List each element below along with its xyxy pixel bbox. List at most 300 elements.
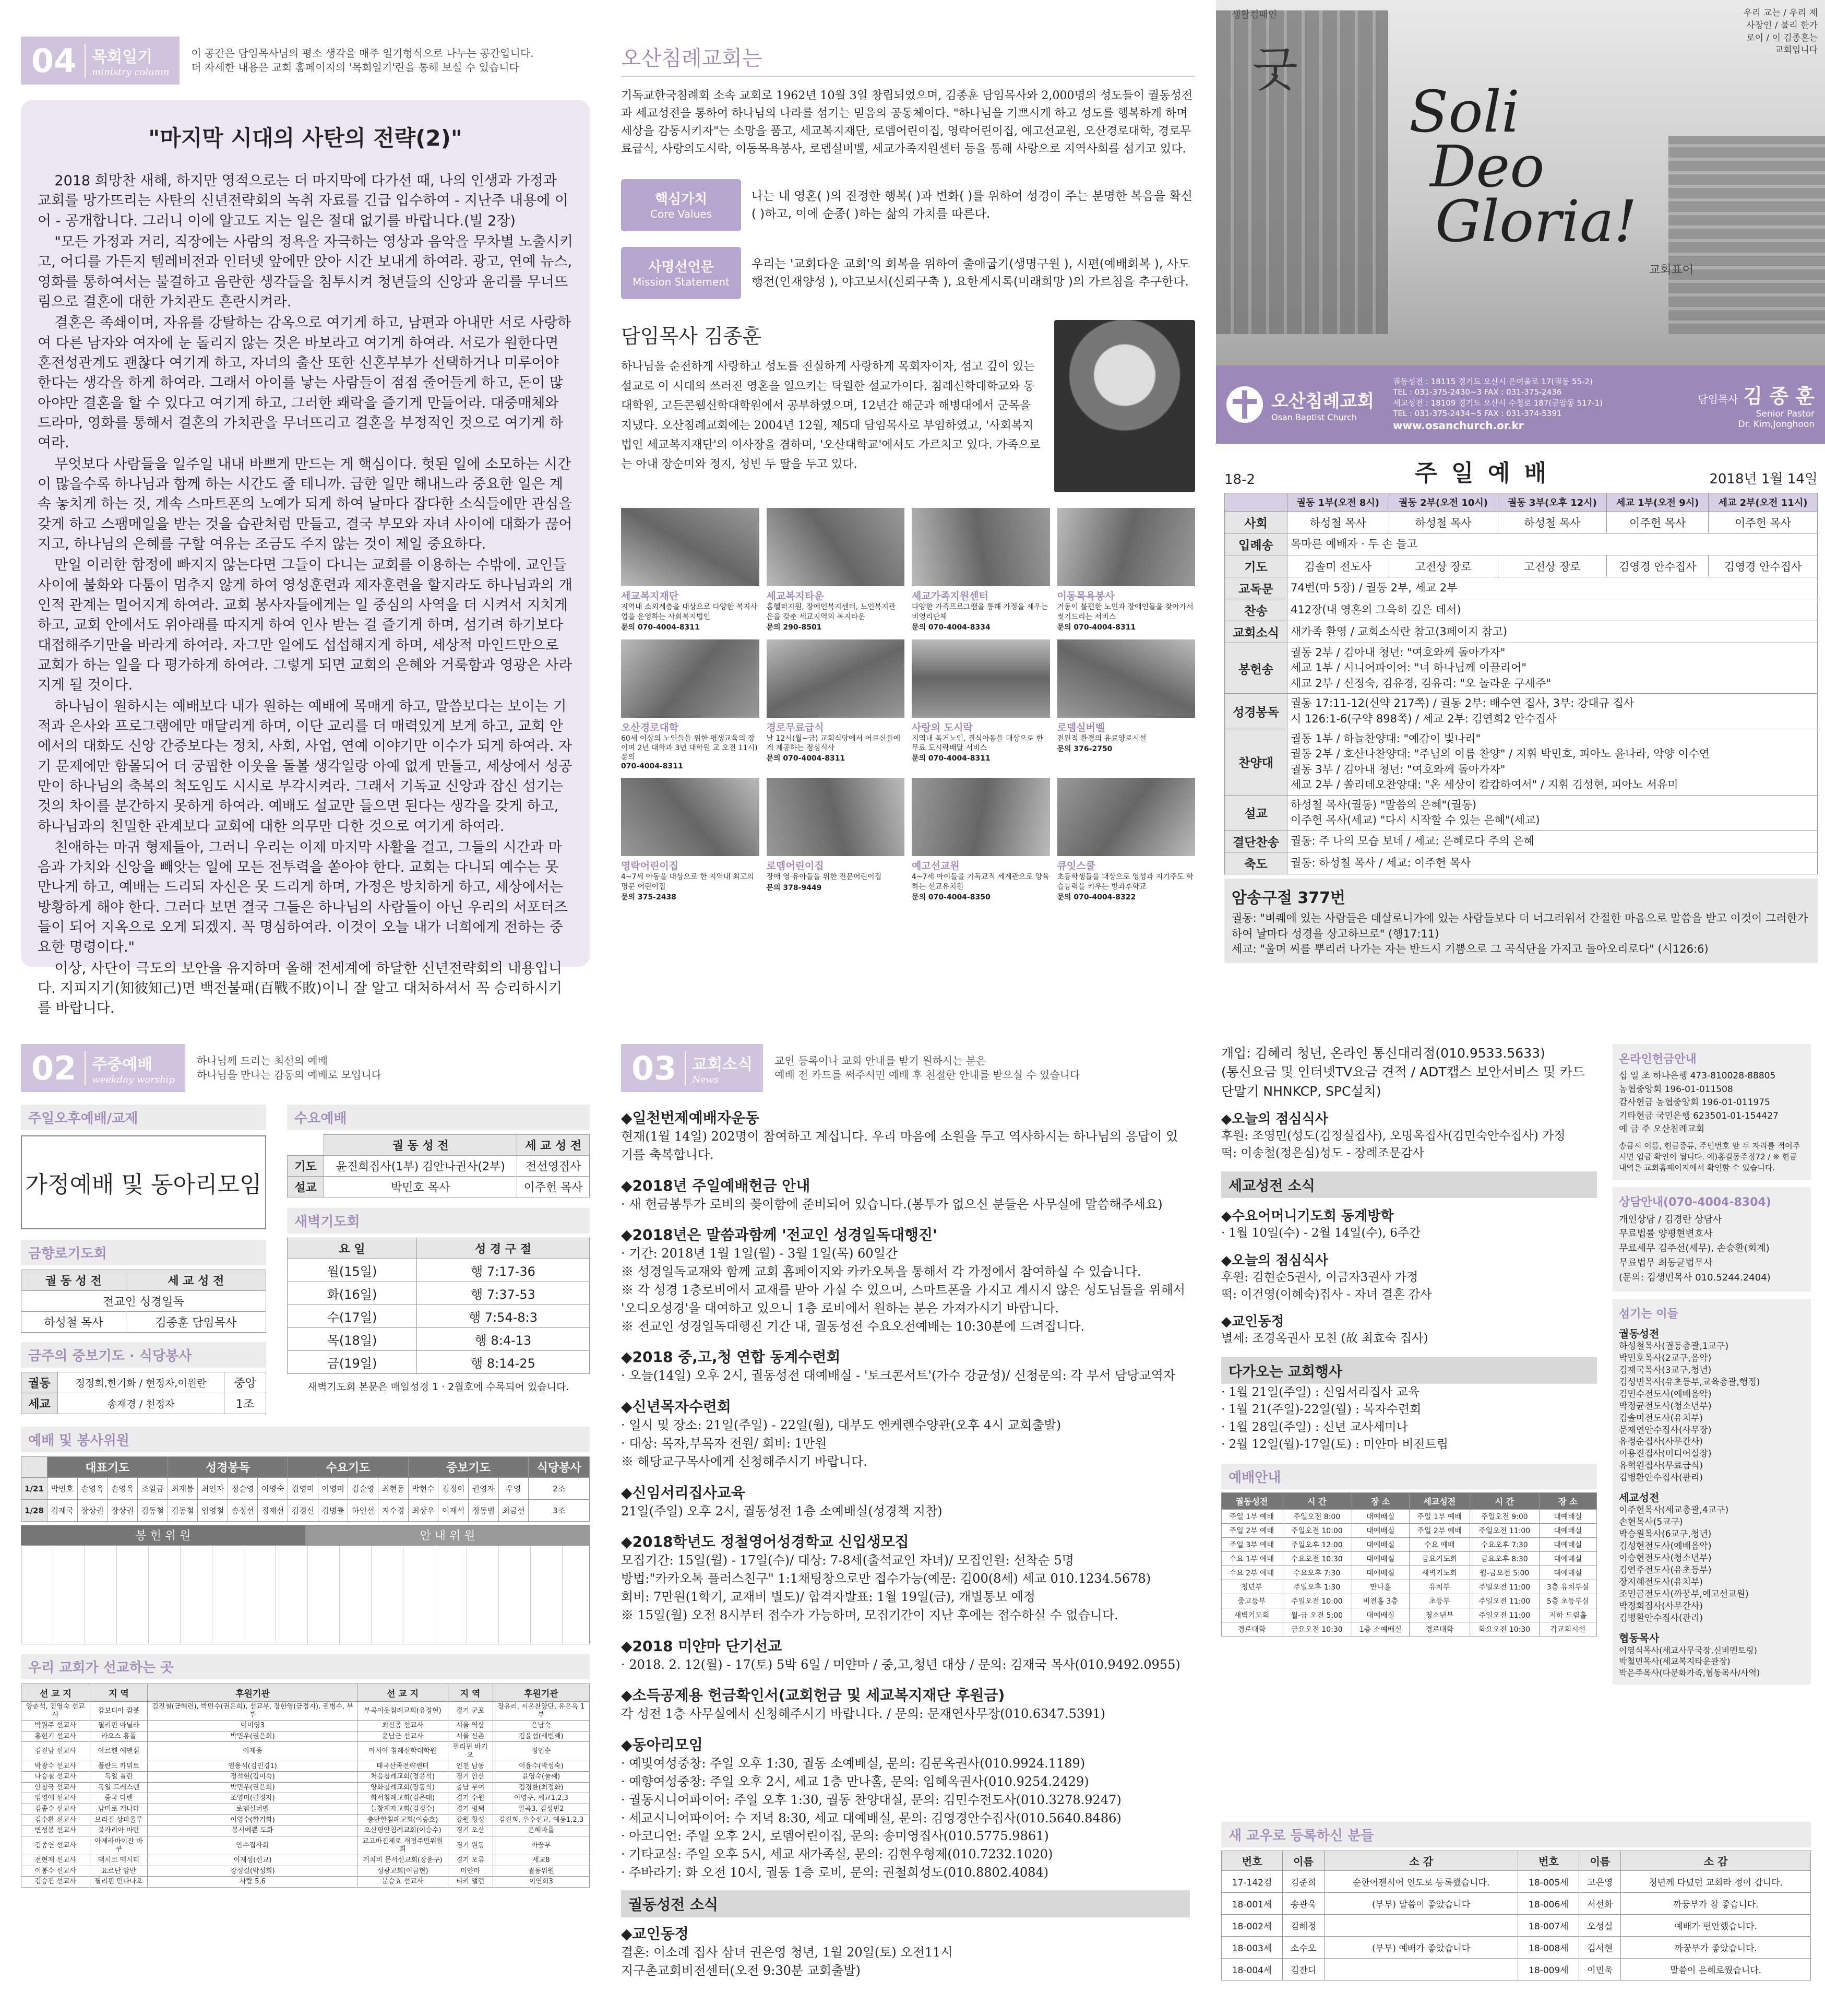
column-paragraph: 2018 희망찬 새해, 하지만 영적으로는 더 마지막에 다가선 때, 나의 인생과 가정과 교회를 망가뜨리는 사탄의 신년전략회의 녹취 자료를 긴급 입수하여 - 지난주 내용에 이어 - 공개합니다. 그러니 이에 알고도 지는 일은 절대 없기를 바랍니다.(빌 2장) [38,173,569,229]
order-col-header: 궐동 3부(오후 12시) [1498,493,1607,512]
order-row-label: 기도 [1225,555,1287,577]
order-row-label: 결단찬송 [1225,831,1287,852]
svc-col-header: 성경봉독 [168,1457,288,1478]
news-body: 21일(주일) 오후 2시, 궐동성전 1층 소예배실(성경책 지참) [621,1503,943,1519]
mission-cell: 아르헨 예맨섬 [90,1742,148,1761]
pastor-column-panel [21,21,590,1017]
worship-cell: 주일오전 11:00 [1470,1524,1539,1538]
worship-cell: 금요기도회 [1409,1552,1470,1566]
pastor-name: 김 종 훈 [1743,384,1815,408]
ministry-phone: 문의 070-4004-8334 [912,623,991,632]
news-left-column [621,1096,1190,2005]
mission-cell: 윤남근 선교사 [357,1731,448,1742]
svc-col-header: 대표기도 [47,1457,168,1478]
order-cell: 하성철 목사 [1498,512,1607,533]
mid-top: 개업: 김혜리 청년, 온라인 통신대리점(010.9533.5633) (통신요금 및 인터넷TV요금 견적 / ADT캡스 보안서비스 및 카드단말기 NHNKCP, SPC설치) [1221,1046,1585,1099]
ministry-caption: 세교복지타운 [766,590,824,602]
newfam-col-header: 번호 [1518,1851,1579,1871]
newfam-cell: 서선화 [1579,1893,1621,1915]
column-title: "마지막 시대의 사탄의 전략(2)" [148,125,462,151]
order-row-label: 사회 [1225,512,1287,533]
usher-grid [21,1545,590,1644]
ministry-card [621,508,759,632]
mid-heading: ◆교인동정 [1221,1314,1284,1330]
worship-cell: 수요 1부 예배 [1222,1552,1282,1566]
newfam-cell: 18-001세 [1222,1893,1283,1915]
church-url[interactable]: www.osanchurch.or.kr [1393,419,1524,432]
mission-cell: 폴란드 카뮈트 [90,1761,148,1772]
mission-cell: 필리핀 마닐라 [90,1721,148,1732]
dawn-cell: 행 7:37-53 [417,1282,590,1305]
dawn-cell: 화(16일) [288,1282,417,1305]
mission-cell: 교고바진제로 개정주민위원회 [357,1836,448,1855]
order-cell: 하성철 목사 [1287,512,1389,533]
counsel-row: 개인상담 / 김경란 상담사 [1619,1214,1722,1225]
ministry-phone: 070-4004-8311 [621,762,683,771]
mission-cell: 전현재 선교사 [21,1855,90,1866]
mission-cell: 염용석(김민경1) [148,1761,357,1772]
core-values-badge [621,179,741,231]
dawn-cell: 행 8:4-13 [417,1328,590,1351]
sunday-order [1216,444,1825,963]
newfam-col-header: 번호 [1222,1851,1283,1871]
worship-cell: 새벽기도회 [1409,1566,1470,1580]
gd-news-body: 결혼: 이소례 집사 삼녀 권은영 청년, 1월 20일(토) 오전11시 지구촌교회비전센터(오전 9:30분 교회출발) [621,1944,953,1978]
ministry-photo [621,778,759,856]
staff-member: 박민호목사(2교구,음악) [1619,1353,1712,1363]
order-row-label: 교회소식 [1225,621,1287,643]
order-row-label: 찬양대 [1225,729,1287,795]
order-span-cell: 74번(마 5장) / 궐동 2부, 세교 2부 [1287,577,1818,599]
wed-row-label: 설교 [288,1177,324,1197]
wed-table [287,1134,590,1197]
mission-cell: 성광교회(이금현) [357,1866,448,1877]
section-subtitle: ministry column [92,66,170,78]
ministry-phone: 문의 070-4004-8322 [1057,893,1136,902]
staff-member: 이영식목사(세교사무국장,신비멘토링) [1619,1645,1757,1655]
ministry-photo [621,508,759,586]
mission-col-header: 후원기관 [148,1684,357,1702]
ministry-photo [912,508,1050,586]
mission-cell: 아제라바이잔 바쿠 [90,1836,148,1855]
next-row-label: 궐동 [21,1372,58,1393]
mission-cell: 경기 안산 [448,1772,493,1783]
dawn-col-header: 요 일 [288,1238,417,1259]
worship-cell: 주일오전 8:00 [1282,1510,1352,1524]
svc-cell: 김경신 [288,1500,318,1522]
ministry-caption: 큐잇스쿨 [1057,860,1095,872]
newfam-col-header: 이름 [1579,1851,1621,1871]
wed-cell-b: 전선영집사 [517,1156,590,1177]
order-col-header: 궐동 1부(오전 8시) [1287,493,1389,512]
svc-cell: 장상권 [77,1500,108,1522]
newfam-cell [1324,1959,1518,1981]
mid-heading: ◆오늘의 점심식사 [1221,1252,1328,1268]
svc-cell: 최현동 [378,1478,409,1500]
worship-table [1221,1492,1597,1636]
mission-cell: 처음침례교회(정윤석) [357,1772,448,1783]
next-cell-a: 정정희,한기화 / 현정자,이원란 [58,1372,224,1393]
mission-cell: 독일 폴란 [90,1772,148,1783]
mission-cell: 라오스 흥폴 [90,1731,148,1742]
news-side-column [1613,1044,1811,1811]
ministry-card [767,508,905,632]
svc-cell: 김영미 [288,1478,318,1500]
column-paragraph: 하나님이 원하시는 예배보다 내가 원하는 예배에 목매게 하고, 말씀보다는 보이는 기적과 은사와 프로그램에만 매달리게 하며, 이단 교리를 더 매력있게 보게 하고, 교회 안에서의 대화도 신앙 간증보다는 정치, 사회, 사업, 연예 이야기만 이수가 되게 하여라. 자기 문제에만 함몰되어 더 궁핍한 이웃을 돌볼 생각일랑 아예 없게 만들고, 세상에서 성공만이 하나님의 축복의 척도임도 시시로 부각시켜라. 그래서 기독교 신앙과 잡신 섬기는 것의 차이를 분간하지 못하게 하여라. 예배도 설교만 들으면 된다는 생각을 갖게 하고, 하나님과의 친밀한 관계보다 교회에 대한 의무만 다한 것으로 여기게 하여라. [38,698,572,835]
online-row: 기타헌금 국민은행 623501-01-154427 [1619,1110,1779,1121]
order-cell: 하성철 목사 [1389,512,1498,533]
staff-sg-title: 세교성전 [1619,1491,1660,1504]
worship-cell: 중고등부 [1222,1594,1282,1608]
mission-cell: 알곡3, 김성빈2 [493,1804,589,1815]
order-span-cell: 궐동 2부 / 김아내 청년: "여호와께 돌아가자" 세교 1부 / 시니어파이어: "너 하나님께 이끌리어" 세교 2부 / 신정숙, 김유경, 김유리: "오 놀라운 구세주" [1287,643,1818,694]
p2-title: 주중예배 [92,1055,153,1074]
order-table [1224,493,1818,874]
svc-cell: 김병률 [318,1500,348,1522]
staff-member: 김연주전도사(유초등부) [1619,1564,1712,1575]
order-span-cell: 412장(내 영혼의 그윽히 깊은 데서) [1287,599,1818,621]
worship-cell: 대예배실 [1539,1566,1596,1580]
news-body: · 오늘(14일) 오후 2시, 궐동성전 대예배실 - '토크콘서트'(가수 강균성)/ 신청문의: 각 부서 담당교역자 [621,1368,1176,1383]
mission-cell: 강원 횡성 [448,1815,493,1825]
usher-guide-row [21,1525,590,1545]
ministry-phone: 문의 375-2438 [621,893,676,902]
staff-member: 조민금전도사(까꿍부,예고선교원) [1619,1588,1749,1599]
ministry-desc: 날 12시(월~금) 교회식당에서 어르신들에게 제공하는 점심식사 [766,734,901,752]
worship-cell: 유치부 [1409,1580,1470,1594]
news-mid-items [1221,1108,1597,1453]
newfam-table [1221,1851,1811,1981]
mission-cell: 은혜마을 [493,1825,589,1836]
mission-cell: 사람 5,6 [148,1877,357,1888]
svc-cell: 1/28 [21,1500,47,1522]
news-body: 모집기간: 15일(월) - 17일(수)/ 대상: 7-8세(출석교인 자녀)/ 모집인원: 선착순 5명 방법:"카카오톡 플러스친구" 1:1채팅창으로만 접수가능(예문: 김00(8세) 세교 010.1234.5678) 회비: 7만원(1학기, 교재비 별도)/ 합격자발표: 1월 19일(금), 개별통보 예정 ※ 15일(월) 오전 8시부터 접수가 가능하며, 모집기간이 지난 후에는 접수하실 수 없습니다. [621,1553,1151,1622]
news-heading: ◆동아리모임 [621,1736,703,1754]
mission-cell: 김승진 선교사 [21,1877,90,1888]
mission-cell: 불가리아 바탄 [90,1825,148,1836]
ministry-desc: 4~7세 아동을 대상으로 한 지역내 최고의 명문 어린이집 [621,873,754,891]
ministry-desc: 지역내 소외계층을 대상으로 다양한 복지사업을 운영하는 사회복지법인 [621,603,758,621]
worship-col-header: 장 소 [1539,1493,1596,1510]
newfam-cell: 김혜정 [1283,1915,1325,1937]
ministry-photo [912,639,1050,718]
wed-cell-b: 이주헌 목사 [517,1177,590,1197]
ministry-photo-grid [621,508,1195,902]
mission-en: Mission Statement [633,276,730,289]
worship-cell: 월-금 오전 5:00 [1282,1608,1352,1622]
ministry-card [912,639,1050,771]
order-col-header: 세교 2부(오전 11시) [1709,493,1818,512]
worship-cell: 각교회시설 [1539,1622,1596,1636]
mission-cell: 경기 평택 [448,1804,493,1815]
svc-cell: 최인자 [198,1478,228,1500]
worship-cell: 대예배실 [1539,1538,1596,1552]
svc-cell: 손영옥 [108,1478,138,1500]
memory-verse-title: 암송구절 377번 [1232,889,1345,908]
worship-cell: 청소년부 [1409,1608,1470,1622]
ministry-desc: 지역내 독거노인, 결식아동을 대상으로 한 무료 도시락배달 서비스 [912,734,1044,752]
guide-label: 안 내 위 원 [305,1525,590,1545]
friday-label: 금향로기도회 [21,1240,266,1265]
p3-note-2: 예배 전 카드를 써주시면 예배 후 친절한 안내를 받으실 수 있습니다 [774,1069,1080,1081]
worship-cell: 수요 예배 [1409,1538,1470,1552]
mission-cell: 필리핀 민다나오 [90,1877,148,1888]
ministry-caption: 사랑의 도시락 [912,721,973,733]
mission-label: 사명선언문 [648,259,714,276]
newfam-cell: 까꿍부가 좋았습니다. [1621,1937,1811,1959]
staff-member: 이승현전도사(청소년부) [1619,1552,1712,1563]
worship-col-header: 시 간 [1282,1493,1352,1510]
news-body: 현재(1월 14일) 202명이 참여하고 계십니다. 우리 마음에 소원을 두고 역사하시는 하나님의 응답이 있기를 축복합니다. [621,1129,1178,1162]
mission-cell: 화서침례교회(김은태) [357,1793,448,1804]
church-name-en: Osan Baptist Church [1271,412,1357,422]
ministry-card [767,778,905,902]
ministry-photo [767,778,905,856]
staff-member: 박철민목사(세교복지타운관장) [1619,1656,1731,1667]
mid-body: 후원: 조영민(성도(김정실집사), 오명옥집사(김민숙안수집사) 가정 떡: 이송철(정은심)성도 - 장례조문감사 [1221,1129,1566,1160]
newfam-cell: 김잔디 [1283,1959,1325,1981]
ministry-caption: 이동목욕봉사 [1057,590,1115,602]
pastor-photo [1054,320,1195,492]
mission-cell: 임영애 선교사 [21,1793,90,1804]
svc-cell: 최상우 [408,1500,438,1522]
mission-col-header: 선 교 지 [21,1684,90,1702]
ministry-card [621,639,759,771]
next-cell-b: 1조 [224,1393,266,1414]
worship-cell: 수요오후 7:30 [1470,1538,1539,1552]
ministry-card [1057,508,1196,632]
mission-cell: 은남숙 [493,1721,589,1732]
next-cell-a: 송재경 / 천정자 [58,1393,224,1414]
ministry-caption: 영락어린이집 [621,860,679,872]
mission-row [621,247,1195,299]
column-paragraph: 친애하는 마귀 형제들아, 그러니 우리는 이제 마지막 사활을 걸고, 그들의 시간과 마음과 가치와 신앙을 빼앗는 일에 모든 전투력을 쏟아야 한다. 교회는 다니되 예수는 못 만나게 하고, 예배는 드리되 자신은 못 드리게 하며, 가정은 방치하게 하고, 세상에서는 방황하게 해야 한다. 그러다 보면 결국 그들은 하나님의 사람들이 아닌 우리의 서포터즈들이 되어 지옥으로 오게 되겠지. 꼭 명심하여라. 이것이 오늘 내가 너희에게 전하는 중요한 명령이다." [38,839,568,956]
mission-cell: 변성봉 선교사 [21,1825,90,1836]
online-row: 예 금 주 오산침례교회 [1619,1124,1705,1134]
order-row-label: 교독문 [1225,577,1287,599]
mission-cell: 김경환(최정화) [493,1782,589,1793]
dawn-cell: 행 8:14-25 [417,1351,590,1374]
worship-cell: 주일 1부 예배 [1222,1510,1282,1524]
svc-cell: 조일금 [137,1478,168,1500]
svc-cell: 정재선 [258,1500,288,1522]
column-paragraphs [38,171,573,1019]
mission-cell: 김진희, 우수선교, 예동1,2,3 [493,1815,589,1825]
news-body: · 새 헌금봉투가 로비의 꽂이함에 준비되어 있습니다.(봉투가 없으신 분들은 사무실에 말씀해주세요) [621,1196,1163,1212]
ministry-card [1057,778,1196,902]
worship-cell: 대예배실 [1539,1510,1596,1524]
worship-cell: 주일오전 11:00 [1470,1580,1539,1594]
news-heading: ◆신임서리집사교육 [621,1484,745,1501]
worship-cell: 대예배실 [1352,1552,1409,1566]
ministry-card [1057,639,1196,771]
online-title: 온라인헌금안내 [1619,1053,1697,1066]
staff-member: 박정희집사(사무간사) [1619,1600,1703,1611]
svc-col-header: 중보기도 [408,1457,529,1478]
mission-cell: 나승철 선교사 [21,1772,90,1783]
ministry-phone: 문의 070-4004-8311 [912,754,991,763]
svc-cell: 지수경 [378,1500,409,1522]
mission-cell: 경기 오산 [448,1825,493,1836]
section-number: 04 [31,41,77,80]
wed-corner [288,1135,324,1156]
ministry-photo [1057,508,1196,586]
order-row-label: 축도 [1225,852,1287,874]
worship-cell: 대예배실 [1352,1538,1409,1552]
cover-tagline: 생활컴패인 [1232,9,1277,20]
worship-cell: 수요 2부 예배 [1222,1566,1282,1580]
service-table [21,1456,590,1522]
staff-title: 섬기는 이들 [1619,1307,1678,1321]
ministry-caption: 세교가족지원센터 [912,590,988,602]
ministry-caption: 예고선교원 [912,860,960,872]
svc-cell: 1/21 [21,1478,47,1500]
order-title: 주 일 예 배 [1415,460,1550,487]
mission-cell: 박민우(권은희) [148,1731,357,1742]
mission-cell: 궐동위원 [493,1866,589,1877]
dawn-col-header: 성 경 구 절 [417,1238,590,1259]
svc-cell: 정동범 [468,1500,498,1522]
dawn-cell: 목(18일) [288,1328,417,1351]
svc-cell: 김동철 [137,1500,168,1522]
issue-number: 18-2 [1224,472,1256,488]
mission-cell: 이재성(선교) [148,1855,357,1866]
p3-subtitle: News [692,1074,719,1085]
order-row-label: 찬송 [1225,599,1287,621]
newfam-cell: 순한어젠시어 인도로 등록했습니다. [1324,1871,1518,1893]
newfam-col-header: 이름 [1283,1851,1325,1871]
svc-cell: 최금선 [498,1500,529,1522]
ministry-card [621,778,759,902]
worship-cell: 주일오후 12:00 [1282,1538,1352,1552]
worship-cell: 금요오후 8:30 [1470,1552,1539,1566]
mission-cell: 까꿍부 [493,1836,589,1855]
fri-b: 김종훈 담임목사 [126,1312,266,1333]
svc-cell: 최재붕 [168,1478,198,1500]
staff-member: 김솔미전도사(유치부) [1619,1413,1703,1424]
worship-cell: 주일오전 11:00 [1470,1594,1539,1608]
p2-number: 02 [31,1049,77,1087]
svc-cell: 김정이 [438,1478,469,1500]
mission-cell: 티키 앨런 [448,1877,493,1888]
staff-member: 박은주목사(다문화가족,협동목사/사역) [1619,1667,1760,1678]
svc-cell: 김순영 [348,1478,378,1500]
newfam-cell: 김서현 [1579,1937,1621,1959]
ministry-desc: 60세 이상의 노인들을 위한 평생교육의 장이며 2년 대학과 3년 대학원 교 오전 11시) 문의 [621,734,758,762]
order-span-cell: 하성철 목사(궐동) "말씀의 은혜"(궐동) 이주헌 목사(세교) "다시 시작할 수 있는 은혜"(세교) [1287,795,1818,831]
svc-cell: 권영자 [468,1478,498,1500]
newfam-label: 새 교우로 등록하신 분들 [1221,1822,1811,1847]
cover-image [1216,0,1825,365]
mission-cell: 독일 드레스덴 [90,1782,148,1793]
mission-cell: 멕시코 멕시티 [90,1855,148,1866]
ministry-phone: 문의 378-9449 [766,883,822,892]
staff-member: 하성철목사(궐동총괄,1교구) [1619,1341,1729,1351]
worship-cell: 주일 1부 예배 [1409,1510,1470,1524]
motto-sub: 교회표어 [1649,264,1694,277]
order-row-label: 설교 [1225,795,1287,831]
mission-cell: 문승효 선교사 [357,1877,448,1888]
next-cell-b: 중앙 [224,1372,266,1393]
mission-cell: 양춘석, 진영숙 선교사 [21,1702,90,1721]
dawn-label: 새벽기도회 [287,1208,590,1234]
mission-cell: 거치비 문서선교회(장윤구) [357,1855,448,1866]
counsel-row: 무료세무 김주선(세무), 손승환(회계) [1619,1243,1770,1254]
ministry-caption: 경로무료급식 [766,721,824,733]
fri-col-1: 궐 동 성 전 [21,1270,126,1291]
staff-member: 김재국목사(3교구,청년) [1619,1365,1712,1375]
staff-sg-list [1619,1504,1805,1624]
mid-body: 후원: 김현순5권사, 이금자3권사 가정 떡: 이건영(이혜숙)집사 - 자녀 결혼 감사 [1221,1270,1432,1302]
svc-cell: 이영미 [318,1478,348,1500]
newfam-cell: (부부) 말씀이 좋았습니다 [1324,1893,1518,1915]
next-table [21,1372,266,1414]
core-values-row [621,179,1195,231]
worship-cell: 수요오전 10:30 [1282,1552,1352,1566]
newfam-cell: 18-003세 [1222,1937,1283,1959]
order-col-header: 세교 1부(오전 9시) [1607,493,1709,512]
mission-cell: 중국 다롄 [90,1793,148,1804]
ministry-card [767,639,905,771]
fri-row-1: 전교인 성경일독 [21,1291,266,1312]
address-3: 세교성전 : 18109 경기도 오산시 수청로 187(금암동 517-1) [1393,398,1603,408]
dawn-cell: 월(15일) [288,1259,417,1282]
intro-heading: 오산침례교회는 [621,42,1195,77]
mission-cell: 박광수 선교사 [21,1761,90,1772]
mission-cell: 봉서예쁜 도화 [148,1825,357,1836]
pastor-intro [621,320,1195,492]
ministry-phone: 문의 290-8501 [766,623,822,632]
mission-cell: 장성걸(박성희) [148,1866,357,1877]
motto-deo: Deo [1430,133,1545,200]
newfam-cell: 17-142검 [1222,1871,1283,1893]
ministry-phone: 문의 070-4004-8311 [1057,623,1136,632]
news-heading: ◆2018학년도 정철영어성경학교 신입생모집 [621,1533,909,1551]
worship-cell: 대예배실 [1352,1566,1409,1580]
worship-cell: 대예배실 [1539,1524,1596,1538]
column-paragraph: 이상, 사단이 극도의 보안을 유지하며 올해 전세계에 하달한 신년전략회의 내용입니다. 지피지기(知彼知己)면 백전불패(百戰不敗)이니 잘 알고 대처하셔서 꼭 승리하시기를 바랍니다. [38,960,563,1017]
fri-col-2: 세 교 성 전 [126,1270,266,1291]
dawn-cell: 행 7:17-36 [417,1259,590,1282]
newfam-cell: 소수오 [1283,1937,1325,1959]
order-cell: 이주헌 목사 [1709,512,1818,533]
counsel-box [1613,1187,1811,1291]
svc-corner [21,1457,47,1478]
ministry-card [912,508,1050,632]
online-row: 농협중앙회 196-01-011508 [1619,1084,1733,1095]
staff-member: 박정균전도사(청소년부) [1619,1401,1712,1412]
service-label: 예배 및 봉사위원 [21,1427,590,1452]
mission-col-header: 지 역 [448,1684,493,1702]
dawn-cell: 수(17일) [288,1305,417,1328]
ministry-desc: 장애 영·유아들을 위한 전문어린이집 [766,873,882,882]
dawn-table [287,1238,590,1374]
ministry-caption: 오산경로대학 [621,721,679,733]
p3-title: 교회소식 [692,1055,753,1074]
usher-label: 봉 헌 위 원 [21,1525,305,1545]
counsel-title: 상담안내(070-4004-8304) [1619,1195,1771,1209]
order-span-cell: 궐동 17:11-12(신약 217쪽) / 궐동 2부: 배수연 집사, 3부: 강대규 집사 시 126:1-6(구약 898쪽) / 세교 2부: 김연희2 안수집사 [1287,694,1818,729]
next-label: 금주의 중보기도 · 식당봉사 [21,1342,266,1368]
church-logo-icon [1226,386,1263,423]
cover-logo-word: 굿 [1253,42,1298,97]
staff-member: 김병환안수집사(관리) [1619,1473,1703,1484]
pastor-label: 담임목사 [1698,393,1738,406]
newfam-cell: 18-002세 [1222,1915,1283,1937]
wed-col-header: 세 교 성 전 [517,1135,590,1156]
worship-cell: 1층 소예배실 [1352,1622,1409,1636]
order-date: 2018년 1월 14일 [1709,471,1818,487]
